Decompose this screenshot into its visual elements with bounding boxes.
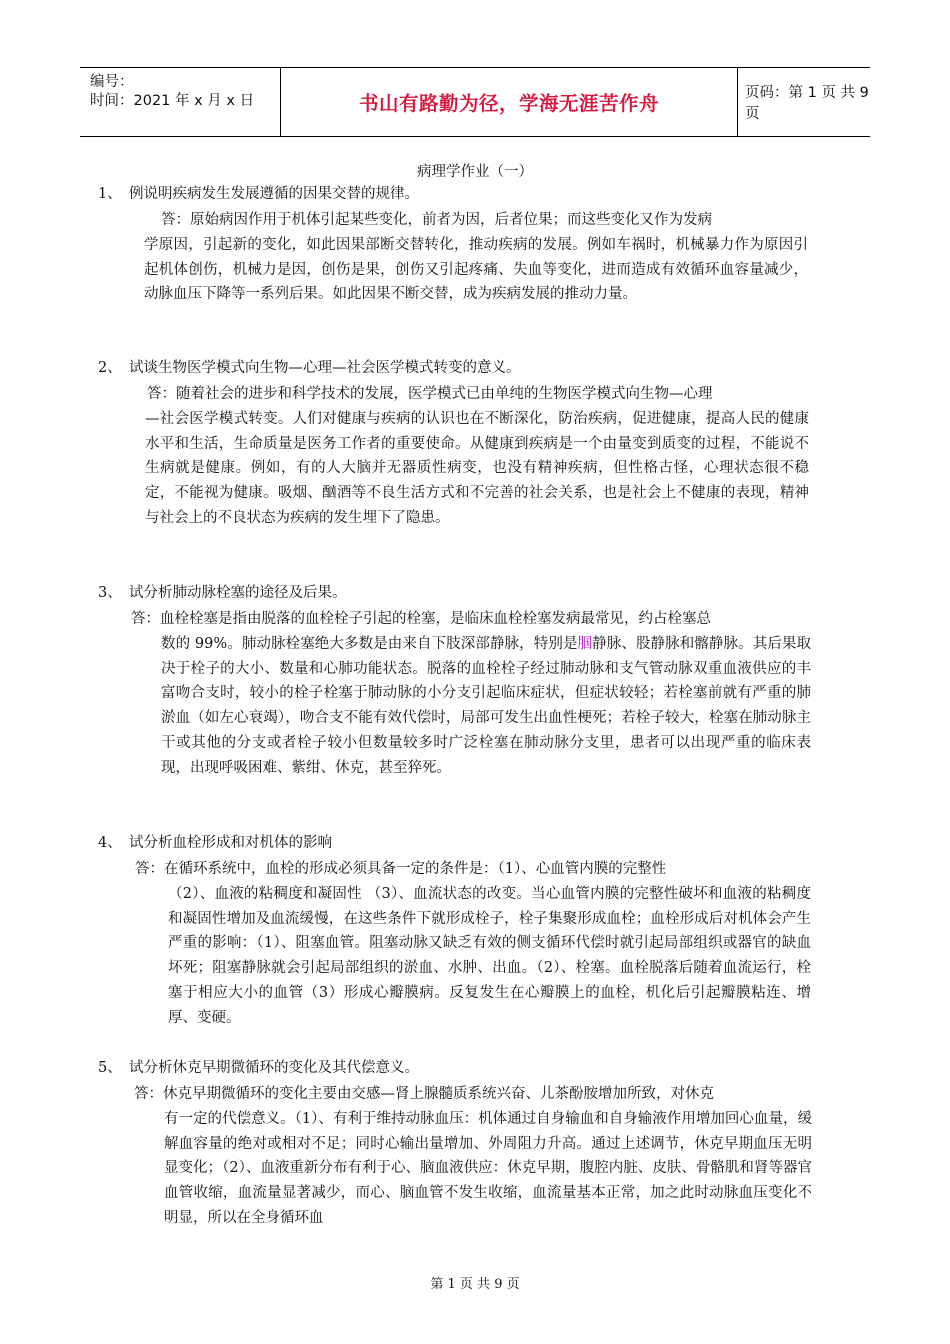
answer-body: （2）、血液的粘稠度和凝固性 （3）、血流状态的改变。当心血管内膜的完整性破坏和血液的粘稠度和凝固性增加及血流缓慢，在这些条件下就形成栓子，栓子集聚形成血栓；血栓形成后对机体会产生严重的影响：（1）、阻塞血管。阻塞动脉又缺乏有效的侧支循环代偿时就引起局部组织或器官的缺血坏死；阻塞静脉就会引起局部组织的淤血、水肿、出血。（2）、栓塞。血栓脱落后随着血流运行，栓塞于相应大小的血管（3）形成心瓣膜病。反复发生在心瓣膜上的血栓，机化后引起瓣膜粘连、增厚、变硬。 <box>168 885 811 1026</box>
question-number: 4、 <box>98 835 122 851</box>
answer-body: 有一定的代偿意义。（1）、有利于维持动脉血压：机体通过自身输血和自身输液作用增加回心血量，缓解血容量的绝对或相对不足；同时心输出量增加、外周阻力升高。通过上述调节，休克早期血压无明显变化；（2）、血液重新分布有利于心、脑血液供应：休克早期，腹腔内脏、皮肤、骨骼肌和肾等器官血管收缩，血流量显著减少，而心、脑血管不发生收缩，血流量基本正常，加之此时动脉血压变化不明显，所以在全身循环血 <box>164 1110 812 1226</box>
answer-4 <box>135 857 811 1031</box>
question-text: 试分析肺动脉栓塞的途径及后果。 <box>129 585 347 601</box>
question-text: 试谈生物医学模式向生物—心理—社会医学模式转变的意义。 <box>129 360 521 376</box>
document-date: 时间：2021 年 x 月 x 日 <box>90 93 255 109</box>
answer-first-line: 答：在循环系统中，血栓的形成必须具备一定的条件是：（1）、心血管内膜的完整性 <box>135 861 667 877</box>
question-number: 2、 <box>98 360 122 376</box>
answer-body: 学原因，引起新的变化，如此因果部断交替转化，推动疾病的发展。例如车祸时，机械暴力作为原因引起机体创伤，机械力是因，创伤是果，创伤又引起疼痛、失血等变化，进而造成有效循环血容量减少，动脉血压下降等一系列后果。如此因果不断交替，成为疾病发展的推动力量。 <box>144 236 808 303</box>
answer-body-part: 静脉、股静脉和髂静脉。其后果取决于栓子的大小、数量和心肺功能状态。脱落的血栓栓子经过肺动脉和支气管动脉双重血液供应的丰富吻合支时，较小的栓子栓塞于肺动脉的小分支引起临床症状，但症状较轻；若栓塞前就有严重的肺淤血（如左心衰竭），吻合支不能有效代偿时，局部可发生出血性梗死；若栓子较大，栓塞在肺动脉主干或其他的分支或者栓子较小但数量较多时广泛栓塞在肺动脉分支里，患者可以出现严重的临床表现，出现呼吸困难、紫绀、休克，甚至猝死。 <box>161 635 812 776</box>
header-page-cell <box>737 68 870 136</box>
answer-first-line: 答：原始病因作用于机体引起某些变化，前者为因，后者位果；而这些变化又作为发病 <box>161 212 712 228</box>
answer-1 <box>144 208 808 307</box>
question-number: 5、 <box>98 1060 122 1076</box>
header-motto-cell <box>280 68 738 136</box>
answer-body-part: 数的 99%。肺动脉栓塞绝大多数是由来自下肢深部静脉，特别是 <box>161 635 578 652</box>
answer-2 <box>145 382 809 531</box>
page-info: 页码：第 1 页 共 9 页 <box>745 85 869 122</box>
question-number: 1、 <box>98 186 122 202</box>
document-number-label: 编号： <box>90 74 134 90</box>
page-footer: 第 1 页 共 9 页 <box>430 1277 520 1292</box>
question-text: 例说明疾病发生发展遵循的因果交替的规律。 <box>129 186 419 202</box>
page-header <box>80 67 870 137</box>
question-2 <box>98 357 818 379</box>
answer-first-line: 答：血栓栓塞是指由脱落的血栓栓子引起的栓塞，是临床血栓栓塞发病最常见，约占栓塞总 <box>131 611 711 627</box>
answer-3 <box>131 607 812 781</box>
question-number: 3、 <box>98 585 122 601</box>
question-3 <box>98 582 818 604</box>
question-4 <box>98 832 818 854</box>
answer-first-line: 答：随着社会的进步和科学技术的发展，医学模式已由单纯的生物医学模式向生物—心理 <box>147 386 713 402</box>
answer-body <box>161 632 811 781</box>
motto-text: 书山有路勤为径，学海无涯苦作舟 <box>358 92 659 115</box>
document-title: 病理学作业（一） <box>417 164 533 180</box>
highlighted-char: 腘 <box>577 635 593 652</box>
question-1 <box>98 183 818 205</box>
question-5 <box>98 1057 818 1079</box>
answer-first-line: 答：休克早期微循环的变化主要由交感—肾上腺髓质系统兴奋、儿茶酚胺增加所致，对休克 <box>134 1086 714 1102</box>
header-meta-cell <box>80 68 280 136</box>
answer-body: —社会医学模式转变。人们对健康与疾病的认识也在不断深化，防治疾病，促进健康，提高人民的健康水平和生活，生命质量是医务工作者的重要使命。从健康到疾病是一个由量变到质变的过程，不能说不生病就是健康。例如，有的人大脑并无器质性病变，也没有精神疾病，但性格古怪，心理状态很不稳定，不能视为健康。吸烟、酗酒等不良生活方式和不完善的社会关系，也是社会上不健康的表现，精神与社会上的不良状态为疾病的发生埋下了隐患。 <box>145 410 809 526</box>
question-text: 试分析休克早期微循环的变化及其代偿意义。 <box>129 1060 419 1076</box>
question-text: 试分析血栓形成和对机体的影响 <box>129 835 332 851</box>
answer-5 <box>134 1082 812 1231</box>
